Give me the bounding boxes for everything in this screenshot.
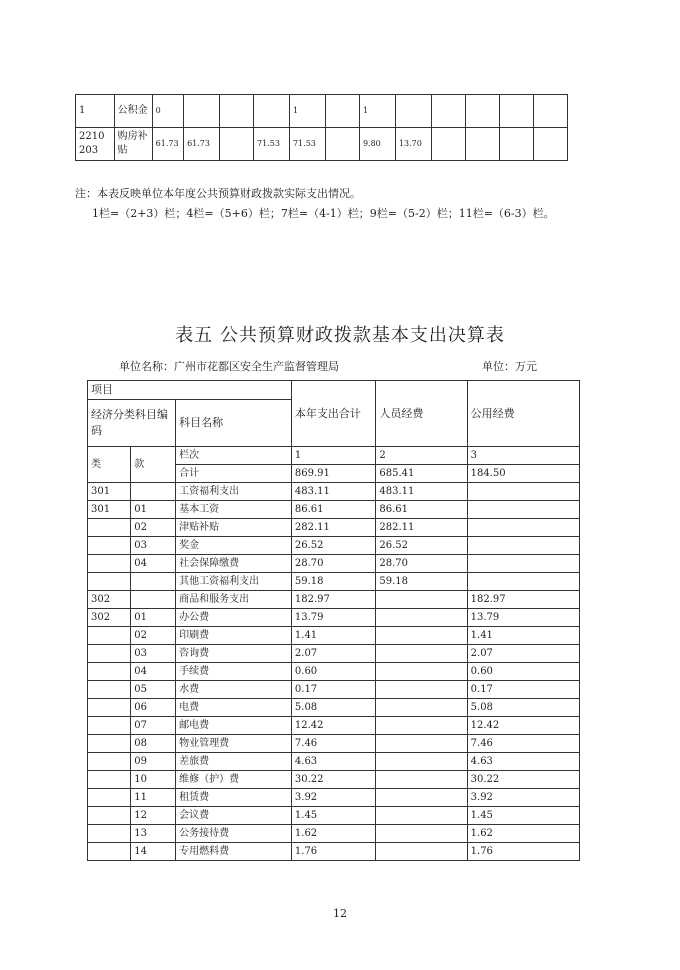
header-col-2: 2 [376,447,467,465]
header-personnel: 人员经费 [376,381,467,447]
cell-public: 7.46 [467,735,579,753]
cell-public [467,483,579,501]
table-row [88,663,580,681]
continuation-cell-v10 [465,95,499,128]
cell-total: 5.08 [291,699,376,717]
cell-lei [88,681,131,699]
header-total: 本年支出合计 [291,381,376,447]
cell-kuan: 10 [131,771,176,789]
cell-kuan: 04 [131,555,176,573]
cell-public [467,537,579,555]
cell-personnel [376,645,467,663]
unit-name: 单位名称：广州市花都区安全生产监督管理局 [119,360,339,373]
cell-total: 869.91 [291,465,376,483]
cell-total: 3.92 [291,789,376,807]
cell-total: 86.61 [291,501,376,519]
continuation-cell-v3 [220,95,254,128]
cell-personnel: 685.41 [376,465,467,483]
table-row [88,789,580,807]
cell-lei [88,825,131,843]
cell-public: 0.17 [467,681,579,699]
cell-lei: 302 [88,591,131,609]
continuation-cell-v8: 13.70 [395,128,431,161]
cell-name: 租赁费 [176,789,292,807]
table-row [88,681,580,699]
continuation-cell-v12 [533,128,567,161]
cell-name: 差旅费 [176,753,292,771]
cell-name: 社会保障缴费 [176,555,292,573]
table-row [88,555,580,573]
header-row-project [88,381,580,400]
continuation-cell-name: 购房补贴 [114,128,152,161]
header-col-1: 1 [291,447,376,465]
continuation-row [76,128,568,161]
cell-total: 4.63 [291,753,376,771]
cell-public: 3.92 [467,789,579,807]
continuation-cell-v2 [184,95,220,128]
header-project: 项目 [88,381,292,400]
cell-name: 专用燃料费 [176,843,292,861]
continuation-cell-v9 [431,95,465,128]
continuation-cell-v11 [499,128,533,161]
cell-name: 商品和服务支出 [176,591,292,609]
cell-kuan: 03 [131,645,176,663]
cell-personnel: 28.70 [376,555,467,573]
cell-kuan: 05 [131,681,176,699]
cell-name: 奖金 [176,537,292,555]
continuation-cell-name: 公积金 [114,95,152,128]
cell-name: 工资福利支出 [176,483,292,501]
cell-kuan: 09 [131,753,176,771]
cell-lei: 302 [88,609,131,627]
cell-personnel [376,843,467,861]
cell-total: 1.41 [291,627,376,645]
cell-personnel [376,789,467,807]
cell-personnel: 282.11 [376,519,467,537]
continuation-table [75,94,568,161]
cell-personnel [376,753,467,771]
cell-kuan: 08 [131,735,176,753]
table-row [88,591,580,609]
table-row [88,825,580,843]
cell-lei [88,663,131,681]
table-row [88,627,580,645]
cell-public: 1.62 [467,825,579,843]
continuation-cell-v7: 1 [359,95,395,128]
cell-name: 手续费 [176,663,292,681]
cell-lei: 301 [88,501,131,519]
continuation-cell-v9 [431,128,465,161]
table-row [88,519,580,537]
cell-total: 282.11 [291,519,376,537]
cell-kuan: 03 [131,537,176,555]
continuation-cell-v5: 1 [289,95,325,128]
cell-personnel [376,627,467,645]
cell-lei [88,573,131,591]
note-line-2: 1栏=（2+3）栏；4栏=（5+6）栏；7栏=（4-1）栏；9栏=（5-2）栏；11栏=（6-3）栏。 [92,207,555,220]
header-kuan: 款 [131,447,176,483]
cell-public: 1.45 [467,807,579,825]
header-public: 公用经费 [467,381,579,447]
continuation-cell-v5: 71.53 [289,128,325,161]
table-row [88,807,580,825]
continuation-cell-v2: 61.73 [184,128,220,161]
cell-name: 津贴补贴 [176,519,292,537]
table-row [88,645,580,663]
continuation-cell-v3 [220,128,254,161]
cell-kuan: 13 [131,825,176,843]
cell-total: 1.45 [291,807,376,825]
cell-total: 26.52 [291,537,376,555]
continuation-cell-v8 [395,95,431,128]
cell-lei [88,753,131,771]
header-row-colno [88,447,580,465]
cell-personnel [376,609,467,627]
cell-lei [88,843,131,861]
cell-public [467,573,579,591]
cell-kuan: 14 [131,843,176,861]
cell-kuan: 02 [131,519,176,537]
cell-lei [88,699,131,717]
cell-personnel [376,699,467,717]
cell-kuan: 11 [131,789,176,807]
continuation-cell-v6 [325,95,359,128]
continuation-cell-v4: 71.53 [254,128,290,161]
cell-total: 1.76 [291,843,376,861]
table-row [88,501,580,519]
cell-personnel [376,681,467,699]
cell-kuan [131,591,176,609]
cell-total: 13.79 [291,609,376,627]
cell-personnel [376,807,467,825]
cell-name: 维修（护）费 [176,771,292,789]
cell-name: 公务接待费 [176,825,292,843]
cell-personnel: 26.52 [376,537,467,555]
cell-lei [88,807,131,825]
continuation-cell-v12 [533,95,567,128]
cell-lei [88,555,131,573]
cell-public: 1.76 [467,843,579,861]
cell-total: 2.07 [291,645,376,663]
cell-lei [88,771,131,789]
cell-kuan: 06 [131,699,176,717]
cell-public: 12.42 [467,717,579,735]
cell-total: 0.17 [291,681,376,699]
cell-public: 5.08 [467,699,579,717]
table-row [88,771,580,789]
basic-expenditure-table [87,380,580,861]
cell-public [467,519,579,537]
continuation-cell-v7: 9.80 [359,128,395,161]
cell-public [467,555,579,573]
table-title: 表五 公共预算财政拨款基本支出决算表 [175,325,505,346]
cell-name: 咨询费 [176,645,292,663]
continuation-cell-code: 1 [76,95,115,128]
cell-lei [88,537,131,555]
cell-kuan: 12 [131,807,176,825]
header-col-no: 栏次 [176,447,292,465]
continuation-cell-v10 [465,128,499,161]
cell-name: 物业管理费 [176,735,292,753]
header-col-3: 3 [467,447,579,465]
table-row [88,699,580,717]
cell-total: 59.18 [291,573,376,591]
cell-personnel: 59.18 [376,573,467,591]
unit-label: 单位：万元 [482,360,537,373]
cell-kuan: 04 [131,663,176,681]
cell-personnel [376,771,467,789]
cell-name: 水费 [176,681,292,699]
cell-personnel [376,717,467,735]
continuation-cell-v6 [325,128,359,161]
cell-public: 0.60 [467,663,579,681]
cell-personnel: 86.61 [376,501,467,519]
cell-lei [88,627,131,645]
table-row [88,609,580,627]
cell-name: 邮电费 [176,717,292,735]
cell-total: 28.70 [291,555,376,573]
cell-lei [88,735,131,753]
cell-total: 30.22 [291,771,376,789]
cell-personnel [376,591,467,609]
cell-kuan: 02 [131,627,176,645]
note-line-1: 注：本表反映单位本年度公共预算财政拨款实际支出情况。 [75,187,361,200]
cell-personnel [376,735,467,753]
cell-public: 4.63 [467,753,579,771]
cell-public: 30.22 [467,771,579,789]
continuation-cell-v1: 61.73 [152,128,183,161]
table-row [88,753,580,771]
cell-name: 印刷费 [176,627,292,645]
table-row [88,735,580,753]
table-row [88,843,580,861]
cell-total: 0.60 [291,663,376,681]
cell-kuan [131,483,176,501]
page-number: 12 [333,907,347,920]
cell-total: 7.46 [291,735,376,753]
continuation-row [76,95,568,128]
cell-total: 1.62 [291,825,376,843]
header-subject-name: 科目名称 [176,400,292,447]
cell-name: 办公费 [176,609,292,627]
cell-public [467,501,579,519]
table-row [88,483,580,501]
cell-lei [88,789,131,807]
cell-total: 182.97 [291,591,376,609]
cell-personnel [376,825,467,843]
cell-public: 1.41 [467,627,579,645]
cell-kuan: 01 [131,501,176,519]
header-lei: 类 [88,447,131,483]
cell-name: 合计 [176,465,292,483]
cell-total: 483.11 [291,483,376,501]
continuation-cell-v4 [254,95,290,128]
cell-name: 基本工资 [176,501,292,519]
cell-kuan: 01 [131,609,176,627]
continuation-cell-v1: 0 [152,95,183,128]
cell-kuan [131,573,176,591]
cell-lei [88,519,131,537]
cell-public: 182.97 [467,591,579,609]
table-row [88,717,580,735]
cell-public: 13.79 [467,609,579,627]
cell-total: 12.42 [291,717,376,735]
cell-public: 2.07 [467,645,579,663]
continuation-cell-v11 [499,95,533,128]
cell-lei [88,645,131,663]
cell-kuan: 07 [131,717,176,735]
cell-personnel [376,663,467,681]
cell-name: 电费 [176,699,292,717]
header-econ-code: 经济分类科目编码 [88,400,176,447]
cell-public: 184.50 [467,465,579,483]
cell-name: 其他工资福利支出 [176,573,292,591]
cell-personnel: 483.11 [376,483,467,501]
cell-name: 会议费 [176,807,292,825]
cell-lei [88,717,131,735]
table-row [88,537,580,555]
cell-lei: 301 [88,483,131,501]
continuation-cell-code: 2210203 [76,128,115,161]
table-row [88,573,580,591]
